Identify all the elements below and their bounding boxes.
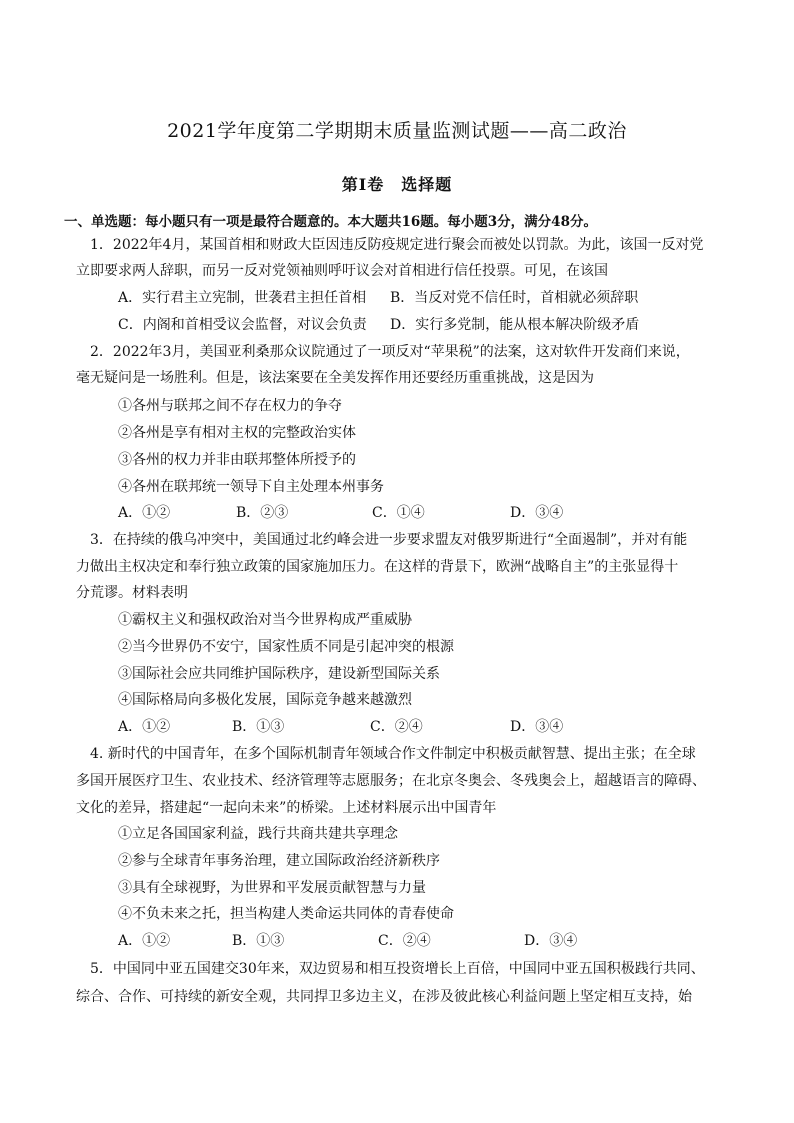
question-5-stem-line-2: 综合、合作、可持续的新安全观，共同捍卫多边主义，在涉及彼此核心利益问题上坚定相互支持，始 (76, 989, 692, 1005)
question-4-choice-c: C．②④ (378, 933, 431, 949)
question-3-item-4: ④国际格局向多极化发展，国际竞争越来越激烈 (118, 692, 412, 708)
question-3-choice-a: A．①② (118, 719, 171, 735)
question-1-choice-b: B．当反对党不信任时，首相就必须辞职 (390, 290, 639, 306)
question-3-stem-line-3: 分荒谬。材料表明 (76, 585, 188, 601)
question-2-item-1: ①各州与联邦之间不存在权力的争夺 (118, 398, 342, 414)
question-1-stem-line-2: 立即要求两人辞职，而另一反对党领袖则呼吁议会对首相进行信任投票。可见，在该国 (76, 263, 608, 279)
question-3-item-3: ③国际社会应共同维护国际秩序，建设新型国际关系 (118, 666, 440, 682)
question-2-item-3: ③各州的权力并非由联邦整体所授予的 (118, 452, 356, 468)
question-4-item-3: ③具有全球视野，为世界和平发展贡献智慧与力量 (118, 880, 426, 896)
question-3-item-1: ①霸权主义和强权政治对当今世界构成严重威胁 (118, 612, 412, 628)
section-heading: 一、单选题：每小题只有一项是最符合题意的。本大题共16题。每小题3分，满分48分。 (64, 214, 597, 230)
question-2-stem-line-2: 毫无疑问是一场胜利。但是，该法案要在全美发挥作用还要经历重重挑战，这是因为 (76, 370, 594, 386)
question-4-choice-d: D．③④ (524, 933, 578, 949)
question-4-stem-line-1: 4. 新时代的中国青年，在多个国际机制青年领域合作文件制定中积极贡献智慧、提出主张；在全球 (90, 746, 696, 762)
exam-title: 2021学年度第二学期期末质量监测试题——高二政治 (167, 120, 627, 142)
question-1-choice-c: C．内阁和首相受议会监督，对议会负责 (118, 317, 367, 333)
question-2-item-2: ②各州是享有相对主权的完整政治实体 (118, 425, 356, 441)
question-4-stem-line-3: 文化的差异，搭建起“一起向未来”的桥梁。上述材料展示出中国青年 (76, 800, 497, 816)
question-2-item-4: ④各州在联邦统一领导下自主处理本州事务 (118, 479, 384, 495)
question-4-item-1: ①立足各国国家利益，践行共商共建共享理念 (118, 826, 398, 842)
question-1-stem-line-1: 1．2022年4月，某国首相和财政大臣因违反防疫规定进行聚会而被处以罚款。为此，该国一反对党 (90, 237, 704, 253)
question-2-choice-d: D．③④ (510, 505, 564, 521)
question-2-choice-b: B．②③ (236, 505, 289, 521)
question-2-choice-a: A．①② (118, 505, 171, 521)
question-2-stem-line-1: 2．2022年3月，美国亚利桑那众议院通过了一项反对“苹果税”的法案，这对软件开发商们来说， (90, 344, 690, 360)
question-4-choice-a: A．①② (118, 933, 171, 949)
question-4-stem-line-2: 多国开展医疗卫生、农业技术、经济管理等志愿服务；在北京冬奥会、冬残奥会上，超越语言的障碍、 (76, 773, 706, 789)
question-4-item-4: ④不负未来之托，担当构建人类命运共同体的青春使命 (118, 906, 454, 922)
question-3-choice-c: C．②④ (370, 719, 423, 735)
question-2-choice-c: C．①④ (372, 505, 425, 521)
question-3-item-2: ②当今世界仍不安宁，国家性质不同是引起冲突的根源 (118, 639, 454, 655)
question-3-stem-line-2: 力做出主权决定和奉行独立政策的国家施加压力。在这样的背景下，欧洲“战略自主”的主张显得十 (76, 559, 679, 575)
question-4-item-2: ②参与全球青年事务治理，建立国际政治经济新秩序 (118, 853, 440, 869)
question-1-choice-a: A．实行君主立宪制，世袭君主担任首相 (118, 290, 367, 306)
question-5-stem-line-1: 5．中国同中亚五国建交30年来，双边贸易和相互投资增长上百倍，中国同中亚五国积极践行共同、 (90, 961, 705, 977)
part-heading: 第Ⅰ卷 选择题 (341, 175, 453, 194)
question-3-stem-line-1: 3．在持续的俄乌冲突中，美国通过北约峰会进一步要求盟友对俄罗斯进行“全面遏制”，并对有能 (90, 532, 688, 548)
question-1-choice-d: D．实行多党制，能从根本解决阶级矛盾 (390, 317, 640, 333)
question-4-choice-b: B．①③ (232, 933, 285, 949)
question-3-choice-d: D．③④ (510, 719, 564, 735)
question-3-choice-b: B．①③ (232, 719, 285, 735)
